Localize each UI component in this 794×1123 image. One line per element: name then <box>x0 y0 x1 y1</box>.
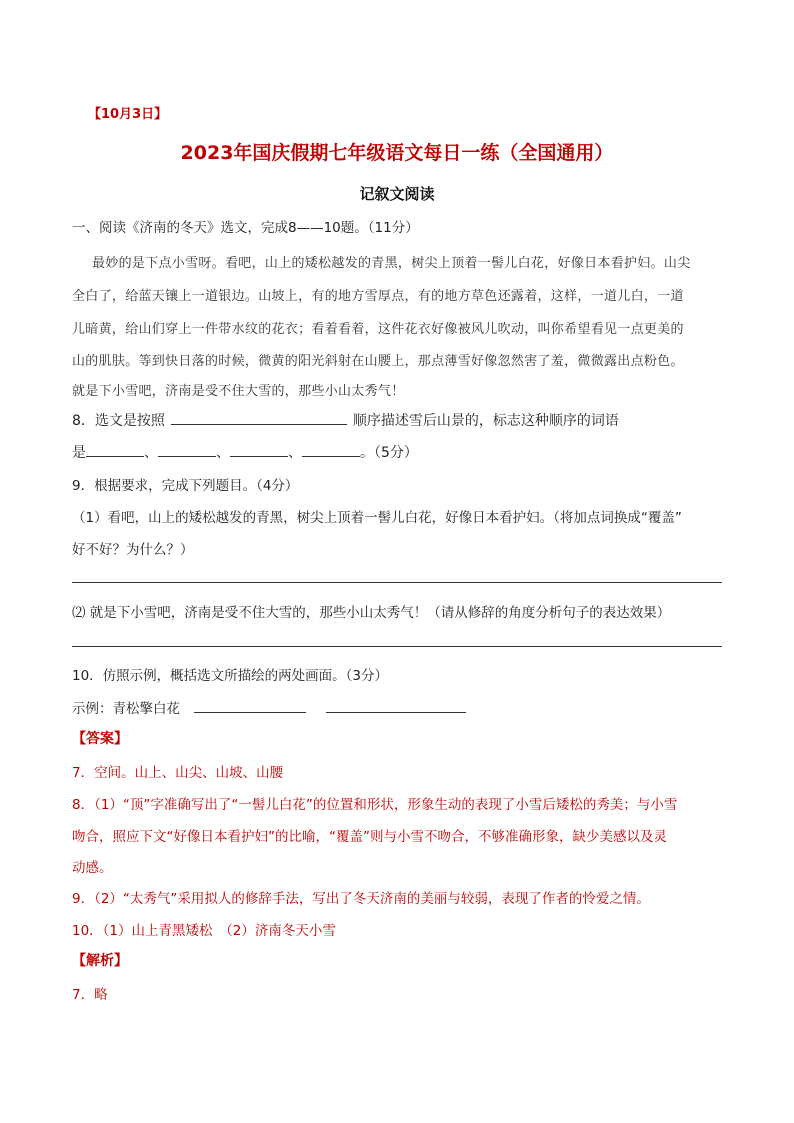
question-9-sub1-line-2: 好不好？为什么？） <box>72 542 194 558</box>
answer-blank[interactable] <box>86 442 144 457</box>
answer-blank[interactable] <box>326 698 466 713</box>
question-10-heading: 10．仿照示例，概括选文所描绘的两处画面。（3分） <box>72 668 389 684</box>
answer-8-line-2: 吻合，照应下文“好像日本看护妇”的比喻，“覆盖”则与小雪不吻合，不够准确形象，缺少美感以及灵 <box>72 829 667 845</box>
answer-blank[interactable] <box>302 442 360 457</box>
separator: 、 <box>288 445 302 461</box>
passage-line: 最妙的是下点小雪呀。看吧，山上的矮松越发的青黑，树尖上顶着一髻儿白花，好像日本看护妇。山尖 <box>92 256 691 271</box>
date-label: 【10月3日】 <box>88 107 168 122</box>
answer-8-line-1: 8．（1）“顶”字准确写出了“一髻儿白花”的位置和形状，形象生动的表现了小雪后矮松的秀美；与小雪 <box>72 797 678 813</box>
question-8-line-2 <box>72 442 418 462</box>
section-subtitle: 记叙文阅读 <box>359 185 435 203</box>
answer-blank[interactable] <box>230 442 288 457</box>
answer-10: 10．（1）山上青黑矮松 （2）济南冬天小雪 <box>72 923 336 939</box>
question-9-sub1-line-1: （1）看吧，山上的矮松越发的青黑，树尖上顶着一髻儿白花，好像日本看护妇。（将加点词换成“覆盖” <box>72 510 682 526</box>
answer-9: 9．（2）“太秀气”采用拟人的修辞手法，写出了冬天济南的美丽与较弱，表现了作者的怜爱之情。 <box>72 891 650 907</box>
page-title: 2023年国庆假期七年级语文每日一练（全国通用） <box>180 142 614 164</box>
section-heading: 一、阅读《济南的冬天》选文，完成8——10题。（11分） <box>72 220 419 236</box>
passage-line: 全白了，给蓝天镶上一道银边。山坡上，有的地方雪厚点，有的地方草色还露着，这样，一道儿白，一道 <box>72 289 684 304</box>
passage-line: 就是下小雪吧，济南是受不住大雪的，那些小山太秀气！ <box>72 384 405 399</box>
passage-line: 山的肌肤。等到快日落的时候，微黄的阳光斜射在山腰上，那点薄雪好像忽然害了羞，微微露出点粉色。 <box>72 354 684 369</box>
question-8-text-end: 。（5分） <box>360 445 418 461</box>
question-9-sub2: ⑵ 就是下小雪吧，济南是受不住大雪的，那些小山太秀气！（请从修辞的角度分析句子的表达效果） <box>72 605 671 621</box>
answer-label: 【答案】 <box>72 731 128 747</box>
answer-blank[interactable] <box>158 442 216 457</box>
answer-line[interactable] <box>72 646 722 647</box>
example-text: 示例：青松擎白花 <box>72 701 180 717</box>
question-8-text-b: 顺序描述雪后山景的，标志这种顺序的词语 <box>352 413 619 429</box>
separator: 、 <box>216 445 230 461</box>
question-9-heading: 9．根据要求，完成下列题目。（4分） <box>72 478 299 494</box>
answer-line[interactable] <box>72 582 722 583</box>
separator: 、 <box>144 445 158 461</box>
answer-8-line-3: 动感。 <box>72 860 113 876</box>
answer-7: 7．空间。山上、山尖、山坡、山腰 <box>72 765 284 781</box>
answer-blank[interactable] <box>171 410 347 425</box>
question-8-line-1 <box>72 410 619 430</box>
question-8-text-a: 8．选文是按照 <box>72 413 165 429</box>
analysis-7: 7．略 <box>72 987 108 1003</box>
passage-line: 儿暗黄，给山们穿上一件带水纹的花衣；看着看着，这件花衣好像被风儿吹动，叫你希望看见一点更美的 <box>72 322 684 337</box>
question-8-text-c: 是 <box>72 445 86 461</box>
analysis-label: 【解析】 <box>72 953 128 969</box>
answer-blank[interactable] <box>194 698 306 713</box>
question-10-example <box>72 697 466 717</box>
